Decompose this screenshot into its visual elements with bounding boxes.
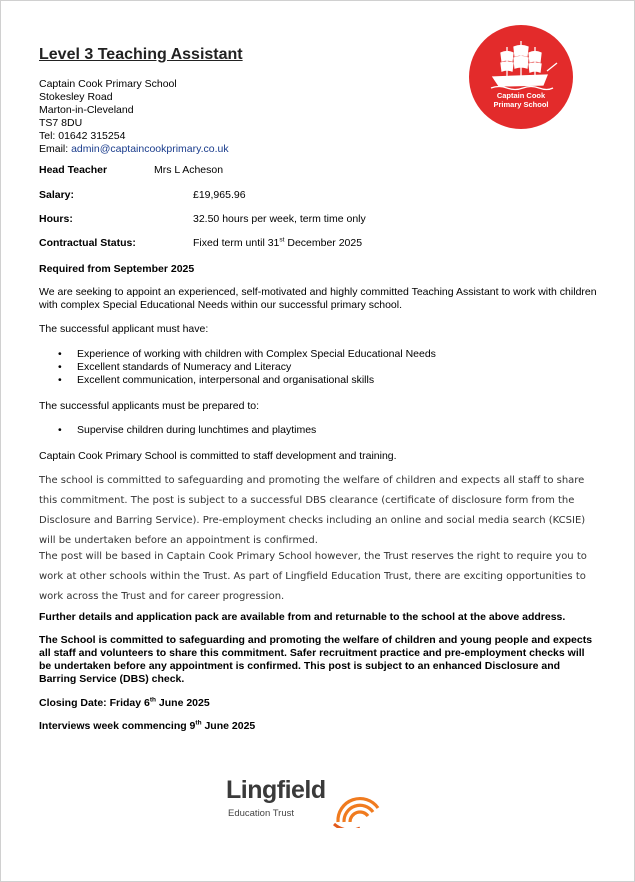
lingfield-subtitle: Education Trust [228,808,295,819]
salary-value: £19,965.96 [193,189,246,201]
address-line-3: Marton-in-Cleveland [39,104,134,116]
status-label: Contractual Status: [39,237,136,249]
status-value-sup: st [279,236,285,244]
email-link[interactable]: admin@captaincookprimary.co.uk [71,143,229,155]
list-item: • Excellent communication, interpersonal and organisational skills [39,374,599,387]
must-have-list [39,348,599,387]
status-value [193,237,362,249]
staff-development: Captain Cook Primary School is committed to staff development and training. [39,450,397,462]
school-logo [469,25,573,129]
list-item: • Experience of working with children with Complex Special Educational Needs [39,348,599,361]
status-value-post: December 2025 [284,237,363,249]
trust-paragraph: The post will be based in Captain Cook Primary School however, the Trust reserves the right to require you to work at other schools within the Trust. As part of Lingfield Education Trust, there are exciting opportunities to work across the Trust and for career progression. [39,551,587,602]
lingfield-logo [226,776,386,832]
interviews-sup: th [195,719,202,727]
logo-line-2: Primary School [493,100,549,109]
prepared-list [39,424,599,437]
required-from: Required from September 2025 [39,263,195,275]
further-details: Further details and application pack are available from and returnable to the school at the above address. [39,611,566,623]
email-label: Email: [39,143,72,155]
head-teacher-label: Head Teacher [39,164,108,176]
school-address [39,78,229,156]
interviews-pre: Interviews week commencing 9 [39,720,196,732]
prepared-heading: The successful applicants must be prepared to: [39,400,260,412]
hours-label: Hours: [39,213,73,225]
ship-icon [469,25,573,129]
bold-safeguarding-statement: The School is committed to safeguarding and promoting the welfare of children and young people and expects all staff and volunteers to share this commitment. Safer recruitment practice and pre-employment checks will be undertaken before any appointment is confirmed. This post is subject to an enhanced Disclosure and Barring Service (DBS) check. [39,634,593,685]
must-have-heading: The successful applicant must have: [39,323,209,335]
address-line-1: Captain Cook Primary School [39,78,177,90]
closing-pre: Closing Date: Friday 6 [39,697,150,709]
closing-post: June 2025 [156,697,210,709]
logo-line-1: Captain Cook [496,91,546,100]
status-value-pre: Fixed term until 31 [193,237,280,249]
lingfield-name: Lingfield [226,776,326,804]
head-teacher-value: Mrs L Acheson [154,164,224,176]
address-line-2: Stokesley Road [39,91,113,103]
page-title: Level 3 Teaching Assistant [39,46,243,63]
hours-value: 32.50 hours per week, term time only [193,213,366,225]
interviews-date [39,720,597,733]
safeguarding-paragraph: The school is committed to safeguarding and promoting the welfare of children and expects all staff to share this commitment. The post is subject to a successful DBS clearance (certificate of disclosure form from the Disclosure and Barring Service). Pre-employment checks including an online and social media search (KCSIE) will be undertaken before an appointment is confirmed. [39,475,586,546]
arcs-icon [330,778,382,828]
salary-label: Salary: [39,189,75,201]
address-line-4: TS7 8DU [39,117,83,129]
closing-sup: th [149,696,156,704]
list-item: • Supervise children during lunchtimes and playtimes [39,424,599,437]
telephone: Tel: 01642 315254 [39,130,126,142]
closing-date [39,697,597,710]
list-item: • Excellent standards of Numeracy and Literacy [39,361,599,374]
email-row [39,143,229,156]
intro-paragraph: We are seeking to appoint an experienced, self-motivated and highly committed Teaching Assistant to work with children with complex Special Educational Needs within our successful primary school. [39,286,597,311]
interviews-post: June 2025 [201,720,256,732]
